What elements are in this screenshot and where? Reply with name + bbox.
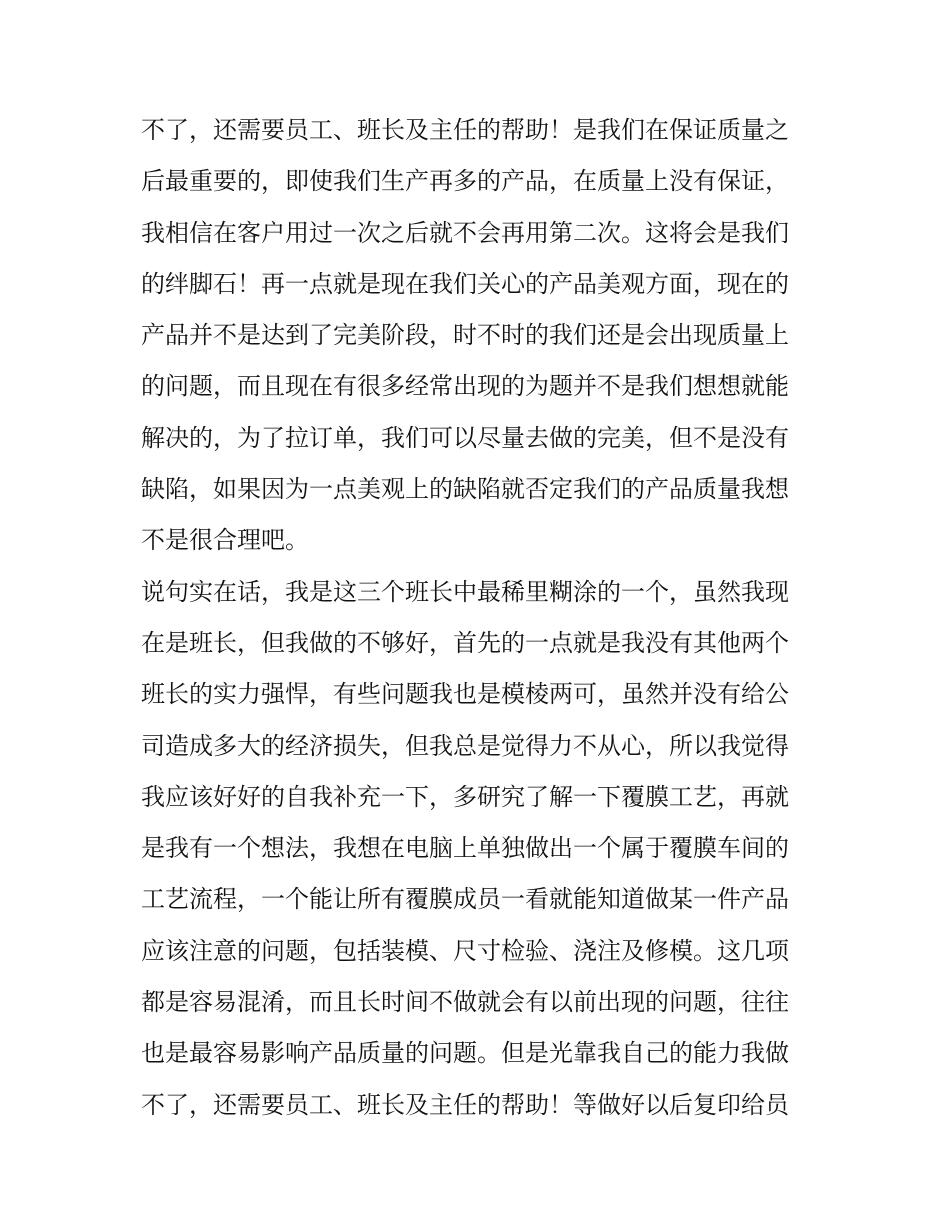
text-line: 班长的实力强悍，有些问题我也是模棱两可，虽然并没有给公	[141, 680, 789, 709]
text-line: 工艺流程，一个能让所有覆膜成员一看就能知道做某一件产品	[141, 885, 789, 914]
body-text	[141, 105, 831, 1131]
text-line: 我相信在客户用过一次之后就不会再用第二次。这将会是我们	[141, 218, 789, 247]
text-line: 不了，还需要员工、班长及主任的帮助！是我们在保证质量之	[141, 116, 789, 144]
text-line: 在是班长，但我做的不够好，首先的一点就是我没有其他两个	[141, 628, 789, 657]
text-line: 也是最容易影响产品质量的问题。但是光靠我自己的能力我做	[141, 1039, 789, 1068]
text-line: 解决的，为了拉订单，我们可以尽量去做的完美，但不是没有	[141, 423, 789, 452]
text-line: 的问题，而且现在有很多经常出现的为题并不是我们想想就能	[141, 372, 789, 401]
text-line: 的绊脚石！再一点就是现在我们关心的产品美观方面，现在的	[141, 269, 789, 298]
text-line: 后最重要的，即使我们生产再多的产品，在质量上没有保证，	[141, 167, 789, 196]
text-line: 司造成多大的经济损失，但我总是觉得力不从心，所以我觉得	[141, 731, 789, 760]
text-line: 是我有一个想法，我想在电脑上单独做出一个属于覆膜车间的	[141, 834, 789, 863]
text-line: 产品并不是达到了完美阶段，时不时的我们还是会出现质量上	[141, 321, 789, 350]
text-line: 应该注意的问题，包括装模、尺寸检验、浇注及修模。这几项	[141, 936, 789, 965]
text-line: 说句实在话，我是这三个班长中最稀里糊涂的一个，虽然我现	[141, 577, 789, 606]
text-line: 我应该好好的自我补充一下，多研究了解一下覆膜工艺，再就	[141, 782, 789, 811]
text-line: 都是容易混淆，而且长时间不做就会有以前出现的问题，往往	[141, 988, 789, 1017]
text-line: 缺陷，如果因为一点美观上的缺陷就否定我们的产品质量我想	[141, 475, 789, 504]
text-line: 不了，还需要员工、班长及主任的帮助！等做好以后复印给员	[141, 1090, 789, 1119]
text-line: 不是很合理吧。	[141, 526, 309, 555]
